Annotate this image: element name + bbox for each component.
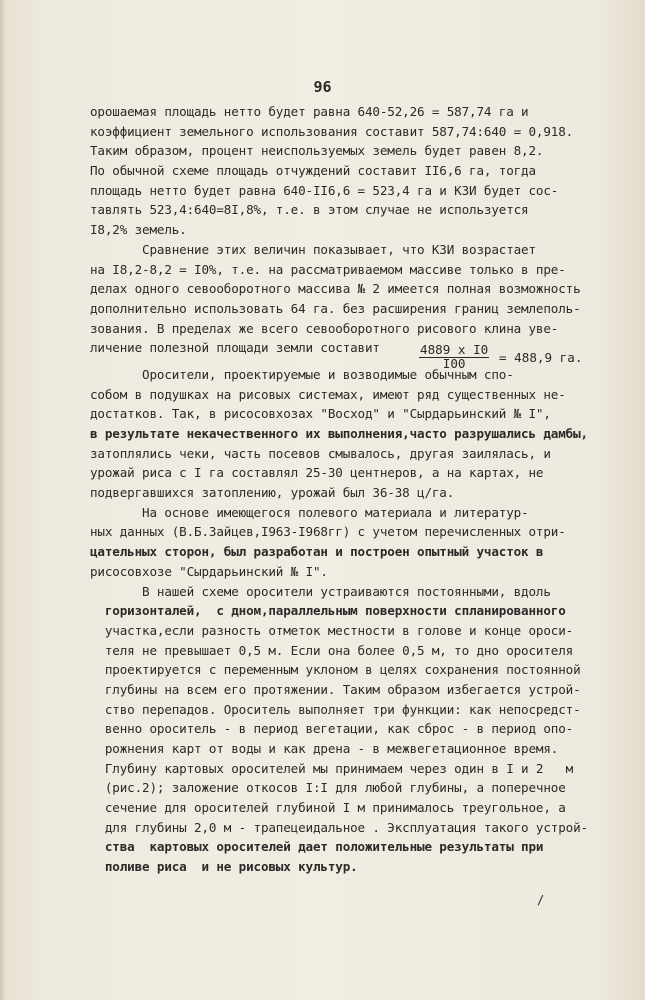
text-line: для глубины 2,0 м - трапецеидальное . Эксплуатация такого устрой- (90, 819, 588, 835)
text-line: орошаемая площадь нетто будет равна 640-52,26 = 587,74 га и (90, 104, 529, 119)
text-line: рисосовхозе "Сырдарьинский № I". (90, 563, 328, 579)
fraction-denominator: I00 (442, 356, 466, 371)
text-line: затоплялись чеки, часть посевов смывалось, другая заилялась, и (90, 445, 551, 461)
text-line: урожай риса с I га составлял 25-30 центнеров, а на картах, не (90, 465, 544, 481)
body-text (90, 102, 630, 877)
text-line: коэффициент земельного использования составит 587,74:640 = 0,918. (90, 123, 574, 139)
text-line: Глубину картовых оросителей мы принимаем через один в I и 2 м (90, 760, 574, 776)
text-line: цательных сторон, был разработан и построен опытный участок в (90, 544, 544, 560)
text-line: поливе риса и не рисовых культур. (90, 859, 358, 875)
text-line: площадь нетто будет равна 640-II6,6 = 523,4 га и КЗИ будет сос- (90, 182, 559, 198)
text-line: тавлять 523,4:640=8I,8%, т.е. в этом случае не используется (90, 202, 529, 218)
text-line: Оросители, проектируемые и возводимые обычным спо- (90, 366, 514, 382)
text-line: теля не превышает 0,5 м. Если она более 0,5 м, то дно оросителя (90, 642, 574, 658)
text-line: проектируется с переменным уклоном в целях сохранения постоянной (90, 662, 581, 678)
text-line: По обычной схеме площадь отчуждений составит II6,6 га, тогда (90, 163, 536, 179)
text-line: В нашей схеме оросители устраиваются постоянными, вдоль (90, 583, 551, 599)
text-line: I8,2% земель. (90, 222, 187, 238)
text-line: зования. В пределах же всего севооборотного рисового клина уве- (90, 320, 559, 336)
text-line: сечение для оросителей глубиной I м принималось треугольное, а (90, 800, 566, 816)
text-line: ства картовых оросителей дает положительные результаты при (90, 839, 544, 855)
text-line: (рис.2); заложение откосов I:I для любой глубины, а поперечное (90, 780, 566, 796)
page-number: 96 (313, 78, 332, 96)
text-line: глубины на всем его протяжении. Таким образом избегается устрой- (90, 681, 581, 697)
text-line: делах одного севооборотного массива № 2 имеется полная возможность (90, 281, 581, 297)
text-line: рожнения карт от воды и как дрена - в межвегетационное время. (90, 741, 559, 756)
text-line: достатков. Так, в рисосовхозах "Восход" и "Сырдарьинский № I", (90, 406, 551, 422)
text-line: на I8,2-8,2 = I0%, т.е. на рассматриваемом массиве только в пре- (90, 261, 566, 277)
text-line: в результате некачественного их выполнения,часто разрушались дамбы, (90, 426, 588, 441)
text-line: венно ороситель - в период вегетации, как сброс - в период опо- (90, 721, 574, 737)
text-line: подвергавшихся затоплению, урожай был 36-38 ц/га. (90, 485, 455, 501)
text-line: участка,если разность отметок местности в голове и конце ороси- (90, 622, 574, 638)
text-line: дополнительно использовать 64 га. без расширения границ землеполь- (90, 300, 581, 316)
formula-fraction (419, 343, 489, 371)
text-line: личение полезной площади земли составит (90, 340, 380, 356)
fraction-numerator: 4889 х I0 (420, 342, 489, 357)
text-line: ство перепадов. Ороситель выполняет три функции: как непосредст- (90, 701, 581, 717)
text-line: ных данных (В.Б.Зайцев,I963-I968гг) с учетом перечисленных отри- (90, 524, 566, 540)
pencil-mark: / (537, 893, 545, 907)
page-edge-shadow (0, 0, 6, 1000)
text-line: На основе имеющегося полевого материала и литератур- (90, 504, 529, 520)
text-line: горизонталей, с дном,параллельным поверхности спланированного (90, 603, 566, 619)
text-line: Сравнение этих величин показывает, что КЗИ возрастает (90, 241, 536, 257)
formula-result: = 488,9 га. (499, 350, 583, 365)
text-line: Таким образом, процент неиспользуемых земель будет равен 8,2. (90, 143, 544, 159)
text-line: собом в подушках на рисовых системах, имеют ряд существенных не- (90, 386, 566, 402)
